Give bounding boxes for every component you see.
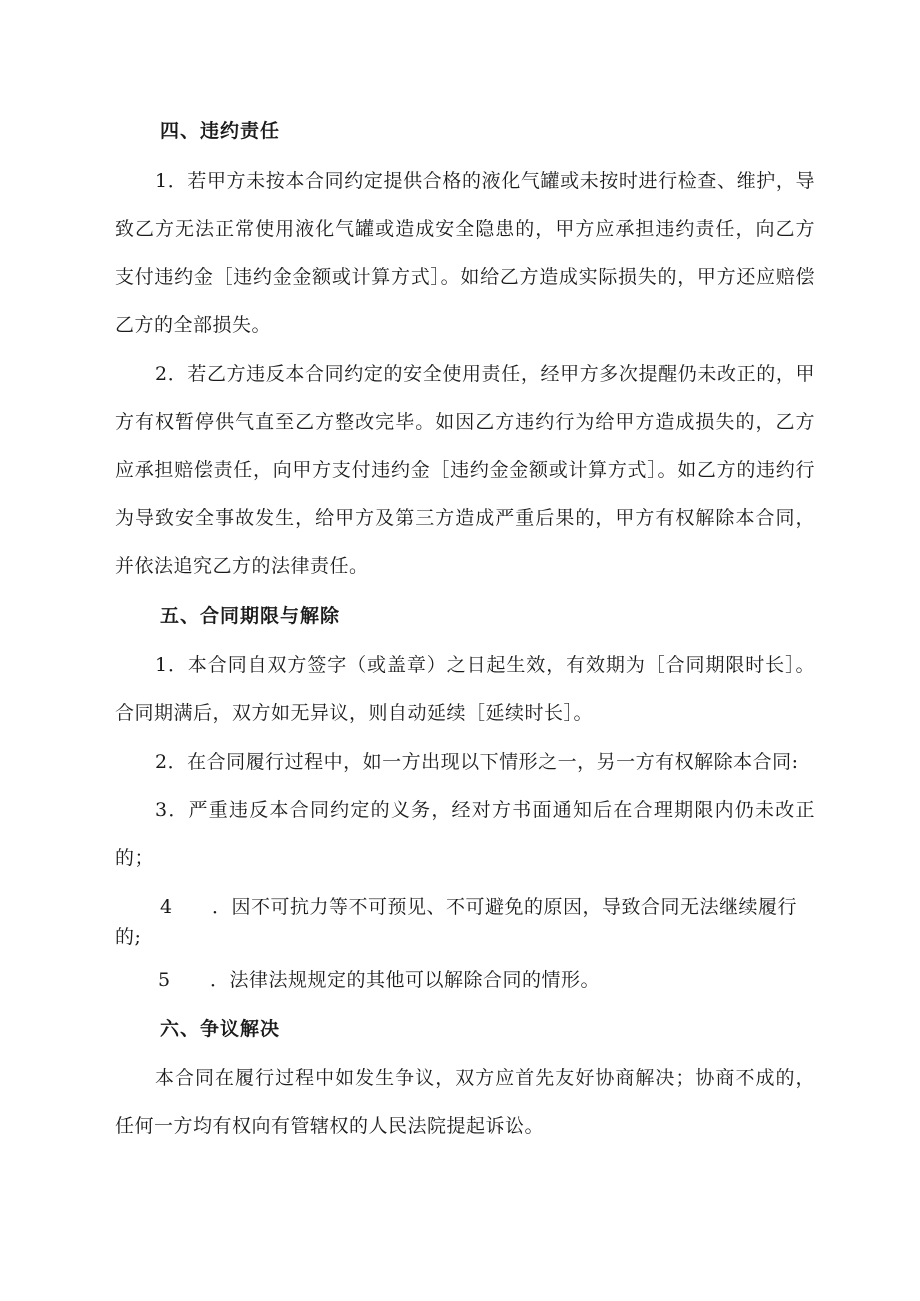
section-4-heading: 四、违约责任 (160, 120, 281, 142)
section-5-clause-5-text: ．法律法规规定的其他可以解除合同的情形。 (210, 969, 601, 991)
section-5-clause-3: 3．严重违反本合同约定的义务，经对方书面通知后在合理期限内仍未改正的； (115, 799, 815, 869)
section-5-heading: 五、合同期限与解除 (160, 605, 341, 627)
section-5-clause-4-text: ．因不可抗力等不可预见、不可避免的原因，导致合同无法继续履行 (212, 896, 798, 918)
section-4-clause-1: 1．若甲方未按本合同约定提供合格的液化气罐或未按时进行检查、维护，导致乙方无法正常使用液化气罐或造成安全隐患的，甲方应承担违约责任，向乙方支付违约金［违约金金额或计算方式］。如给乙方造成实际损失的，甲方还应赔偿乙方的全部损失。 (115, 170, 815, 336)
section-5-clause-2: 2．在合同履行过程中，如一方出现以下情形之一，另一方有权解除本合同: (155, 751, 799, 773)
section-4-clause-2: 2．若乙方违反本合同约定的安全使用责任，经甲方多次提醒仍未改正的，甲方有权暂停供气直至乙方整改完毕。如因乙方违约行为给甲方造成损失的，乙方应承担赔偿责任，向甲方支付违约金［违约金金额或计算方式］。如乙方的违约行为导致安全事故发生，给甲方及第三方造成严重后果的，甲方有权解除本合同，并依法追究乙方的法律责任。 (115, 363, 815, 577)
section-6-clause-1: 本合同在履行过程中如发生争议，双方应首先友好协商解决；协商不成的，任何一方均有权向有管辖权的人民法院提起诉讼。 (115, 1067, 815, 1137)
section-5-clause-4-number: 4 (160, 896, 173, 918)
section-6-heading: 六、争议解决 (160, 1018, 281, 1040)
section-5-clause-1: 1．本合同自双方签字（或盖章）之日起生效，有效期为［合同期限时长］。合同期满后，双方如无异议，则自动延续［延续时长］。 (115, 654, 815, 724)
section-5-clause-5-number: 5 (158, 969, 171, 991)
section-5-clause-4-continuation: 的; (115, 926, 142, 948)
